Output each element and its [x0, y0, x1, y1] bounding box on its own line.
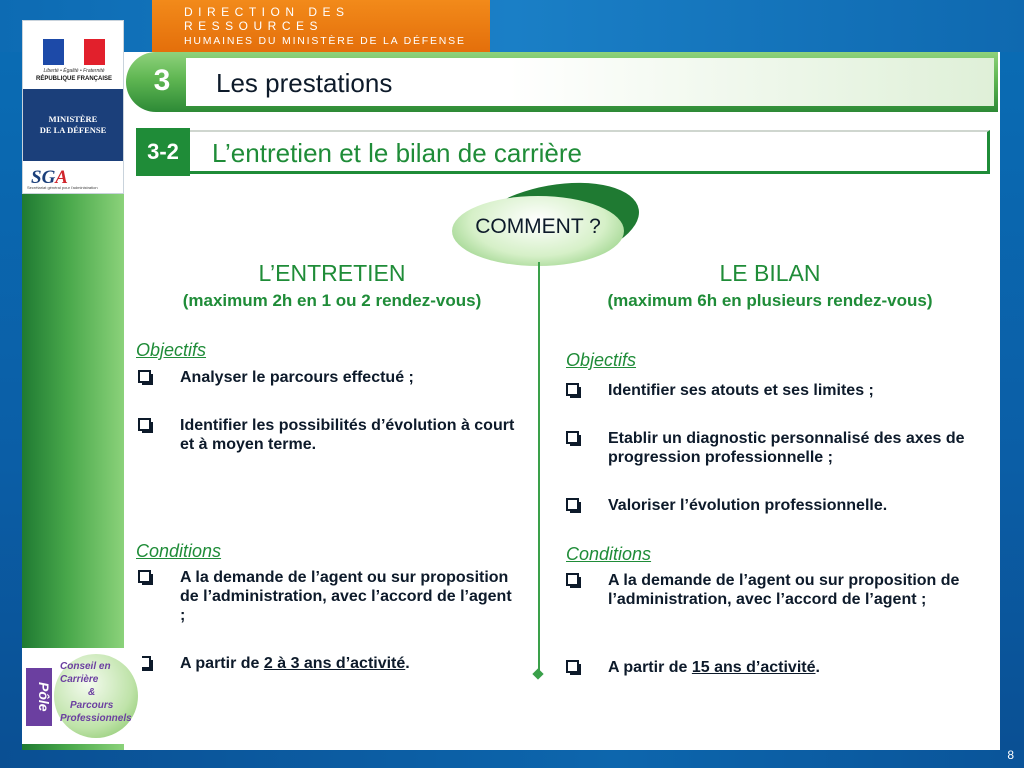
- right-column-header: [560, 260, 980, 311]
- right-objectif-1-text: Identifier ses atouts et ses limites ;: [608, 382, 874, 399]
- ministry-label: [23, 89, 123, 161]
- left-objectif-2-text: Identifier les possibilités d’évolution à court et à moyen terme.: [180, 417, 515, 453]
- left-subheading: (maximum 2h en 1 ou 2 rendez-vous): [182, 291, 482, 310]
- sga-main: SG: [31, 167, 56, 188]
- org-line-2: HUMAINES DU MINISTÈRE DE LA DÉFENSE: [184, 35, 466, 47]
- pole-line-2: Carrière: [60, 674, 99, 685]
- page-title: Les prestations: [216, 68, 393, 98]
- checkbox-bullet-icon: [566, 431, 579, 444]
- republic-motto: Liberté • Égalité • Fraternité: [43, 68, 105, 74]
- right-objectif-2-text: Etablir un diagnostic personnalisé des axes de progression professionnelle ;: [608, 430, 965, 466]
- pole-line-5: Professionnels: [60, 713, 132, 724]
- column-divider: [538, 262, 540, 674]
- right-subheading: (maximum 6h en plusieurs rendez-vous): [607, 291, 933, 310]
- marianne-flag-icon: [43, 39, 105, 65]
- pole-line-1: Conseil en: [60, 661, 111, 672]
- ministry-line-1: MINISTÈRE: [48, 114, 98, 124]
- right-objectif-1: [608, 381, 978, 400]
- left-condition-1: [180, 568, 520, 625]
- left-objectif-2: [180, 416, 530, 454]
- left-condition-2: [180, 654, 520, 673]
- right-condition-2: [608, 658, 978, 677]
- right-condition-2-suffix: .: [815, 659, 820, 676]
- ministry-line-2: DE LA DÉFENSE: [39, 125, 107, 135]
- left-objectif-1: [180, 368, 530, 387]
- left-objectif-1-text: Analyser le parcours effectué ;: [180, 369, 414, 386]
- subsection-title: L’entretien et le bilan de carrière: [212, 138, 583, 168]
- page-number: 8: [1007, 748, 1014, 762]
- org-banner: [152, 0, 490, 52]
- right-condition-2-prefix: A partir de: [608, 659, 692, 676]
- left-condition-2-prefix: A partir de: [180, 655, 264, 672]
- republic-name: RÉPUBLIQUE FRANÇAISE: [35, 76, 112, 82]
- comment-bubble: [452, 196, 624, 266]
- left-column-header: [134, 260, 530, 311]
- checkbox-bullet-icon: [566, 498, 579, 511]
- sga-accent: A: [55, 167, 68, 188]
- comment-label: COMMENT ?: [475, 215, 601, 238]
- left-condition-2-duration: 2 à 3 ans d’activité: [263, 655, 406, 672]
- bottom-banner: [0, 750, 1024, 768]
- right-heading: LE BILAN: [719, 260, 821, 286]
- org-line-1: DIRECTION DES RESSOURCES: [184, 5, 350, 33]
- right-condition-2-duration: 15 ans d’activité: [691, 659, 816, 676]
- pole-logo-text: [60, 660, 140, 725]
- checkbox-bullet-icon: [138, 418, 151, 431]
- left-conditions-label: Conditions: [136, 541, 222, 561]
- right-objectif-3: [608, 496, 978, 515]
- checkbox-bullet-icon: [566, 660, 579, 673]
- section-number: 3: [153, 64, 171, 97]
- sga-subtitle: Secrétariat général pour l'administration: [27, 185, 98, 190]
- subsection-number: 3-2: [136, 128, 190, 176]
- right-objectifs-label: Objectifs: [566, 350, 637, 370]
- checkbox-bullet-icon: [138, 570, 151, 583]
- left-heading: L’ENTRETIEN: [258, 260, 406, 286]
- pole-line-3: &: [88, 687, 96, 698]
- left-condition-2-suffix: .: [405, 655, 410, 672]
- left-condition-1-text: A la demande de l’agent ou sur proposition de l’administration, avec l’accord de l’agent ;: [180, 569, 512, 624]
- right-objectif-2: [608, 429, 978, 467]
- pole-line-4: Parcours: [70, 700, 114, 711]
- right-condition-1-text: A la demande de l’agent ou sur proposition de l’administration, avec l’accord de l’agent ;: [608, 572, 960, 608]
- ministry-logo: [22, 20, 124, 194]
- checkbox-bullet-icon: [566, 573, 579, 586]
- right-condition-1: [608, 571, 978, 609]
- right-objectif-3-text: Valoriser l’évolution professionnelle.: [608, 497, 888, 514]
- checkbox-bullet-icon: [138, 370, 151, 383]
- checkbox-bullet-icon: [566, 383, 579, 396]
- right-conditions-label: Conditions: [566, 544, 652, 564]
- pole-side-label: Pôle: [26, 668, 52, 726]
- left-objectifs-label: Objectifs: [136, 340, 207, 360]
